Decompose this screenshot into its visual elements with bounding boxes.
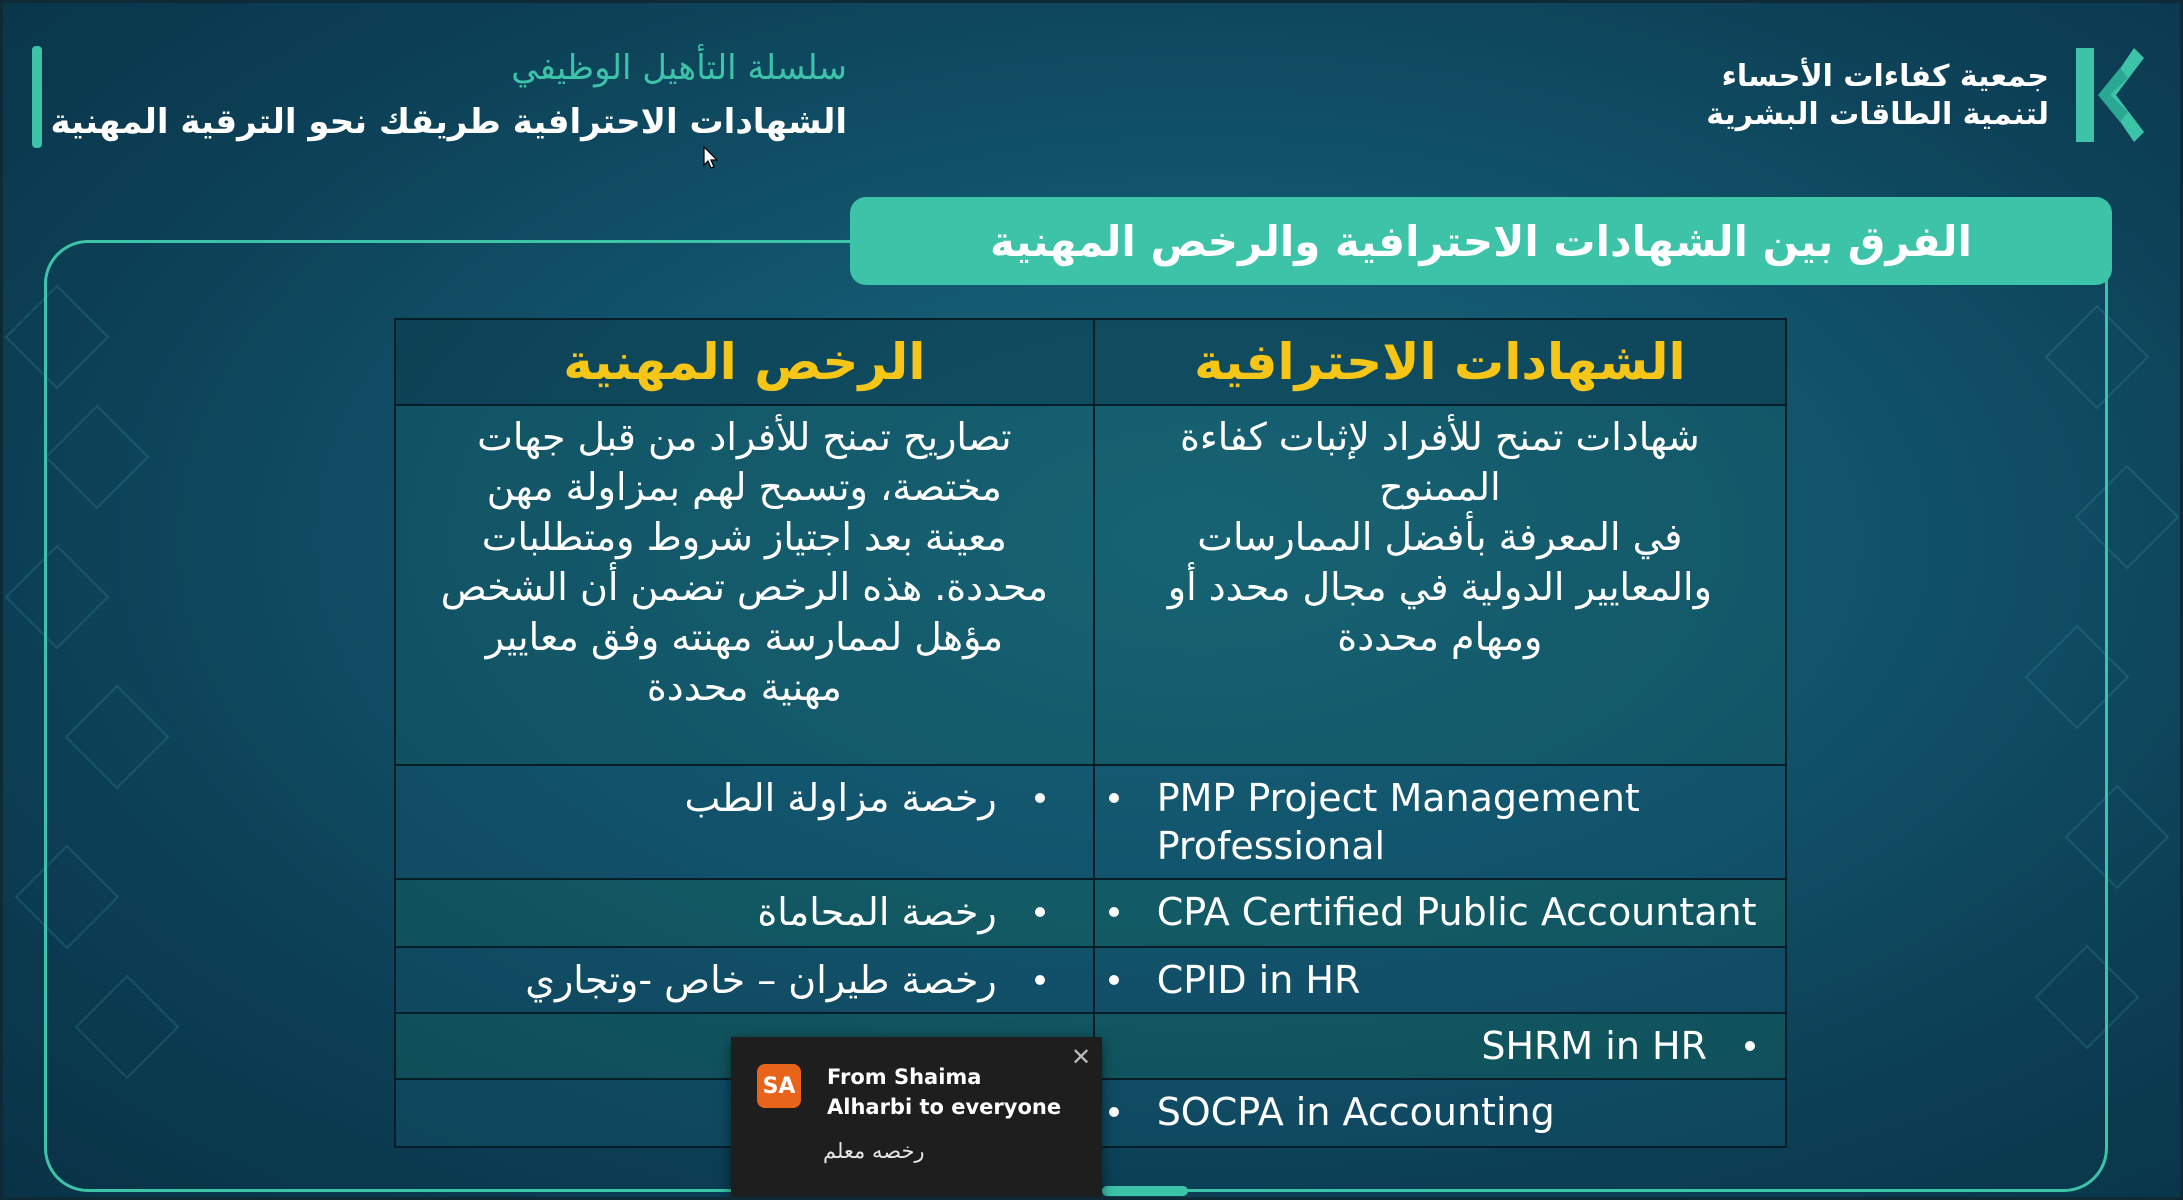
bullet-icon bbox=[1035, 793, 1045, 803]
description-line: الممنوح bbox=[1378, 465, 1501, 509]
license-cell bbox=[395, 765, 1094, 879]
description-line: مؤهل لممارسة مهنته وفق معايير bbox=[485, 615, 1004, 659]
table-row bbox=[395, 947, 1786, 1013]
bullet-icon bbox=[1109, 1107, 1119, 1117]
certificate-item: SHRM in HR bbox=[1481, 1024, 1707, 1068]
description-line: مختصة، وتسمح لهم بمزاولة مهن bbox=[486, 465, 1002, 509]
table-row bbox=[395, 765, 1786, 879]
table-header-row bbox=[395, 319, 1786, 405]
description-line: تصاريح تمنح للأفراد من قبل جهات bbox=[477, 415, 1012, 459]
certificate-cell bbox=[1094, 947, 1786, 1013]
session-title: الشهادات الاحترافية طريقك نحو الترقية المهنية bbox=[50, 102, 847, 142]
chat-notification[interactable] bbox=[731, 1037, 1102, 1200]
description-line: شهادات تمنح للأفراد لإثبات كفاءة bbox=[1180, 415, 1700, 459]
description-line: والمعايير الدولية في مجال محدد أو bbox=[1167, 565, 1712, 609]
bullet-icon bbox=[1035, 975, 1045, 985]
organization-name bbox=[1706, 58, 2049, 134]
license-item: رخصة مزاولة الطب bbox=[684, 776, 997, 820]
certificate-item: PMP Project Management Professional bbox=[1156, 776, 1640, 868]
chat-message: رخصه معلم bbox=[823, 1139, 925, 1163]
close-icon[interactable]: ✕ bbox=[1070, 1043, 1092, 1071]
description-line: محددة. هذه الرخص تضمن أن الشخص bbox=[440, 565, 1048, 609]
description-row bbox=[395, 405, 1786, 765]
comparison-table bbox=[394, 318, 1787, 1148]
chat-sender: From Shaima Alharbi to everyone bbox=[827, 1065, 1062, 1119]
license-item: رخصة طيران – خاص -وتجاري bbox=[525, 958, 997, 1002]
bullet-icon bbox=[1035, 907, 1045, 917]
avatar: SA bbox=[757, 1064, 801, 1108]
certificate-cell bbox=[1094, 1079, 1786, 1147]
license-cell bbox=[395, 879, 1094, 947]
certificate-cell bbox=[1094, 765, 1786, 879]
description-certificates bbox=[1094, 405, 1786, 765]
table-row bbox=[395, 879, 1786, 947]
header-certificates: الشهادات الاحترافية bbox=[1094, 319, 1786, 405]
header-licenses: الرخص المهنية bbox=[395, 319, 1094, 405]
license-item: رخصة المحاماة bbox=[757, 890, 997, 934]
bullet-icon bbox=[1109, 793, 1119, 803]
license-cell bbox=[395, 947, 1094, 1013]
description-line: في المعرفة بأفضل الممارسات bbox=[1197, 515, 1683, 559]
bullet-icon bbox=[1745, 1041, 1755, 1051]
description-line: ومهام محددة bbox=[1337, 615, 1543, 659]
header-accent-bar bbox=[32, 46, 42, 148]
certificate-item: CPA Certified Public Accountant bbox=[1156, 890, 1757, 934]
description-line: معينة بعد اجتياز شروط ومتطلبات bbox=[481, 515, 1007, 559]
series-title: سلسلة التأهيل الوظيفي bbox=[511, 48, 847, 88]
accent-strip bbox=[1102, 1186, 1188, 1196]
certificate-cell bbox=[1094, 879, 1786, 947]
certificate-cell bbox=[1094, 1013, 1786, 1079]
mouse-cursor-icon bbox=[703, 146, 719, 170]
k-logo-icon bbox=[2072, 40, 2144, 150]
certificate-item: SOCPA in Accounting bbox=[1156, 1090, 1555, 1134]
certificate-item: CPID in HR bbox=[1156, 958, 1361, 1002]
organization-name-line2: لتنمية الطاقات البشرية bbox=[1706, 97, 2049, 132]
description-line: مهنية محددة bbox=[646, 665, 842, 709]
organization-name-line1: جمعية كفاءات الأحساء bbox=[1721, 59, 2049, 94]
bullet-icon bbox=[1109, 907, 1119, 917]
slide-title: الفرق بين الشهادات الاحترافية والرخص المهنية bbox=[990, 216, 1972, 266]
bullet-icon bbox=[1109, 975, 1119, 985]
description-licenses bbox=[395, 405, 1094, 765]
